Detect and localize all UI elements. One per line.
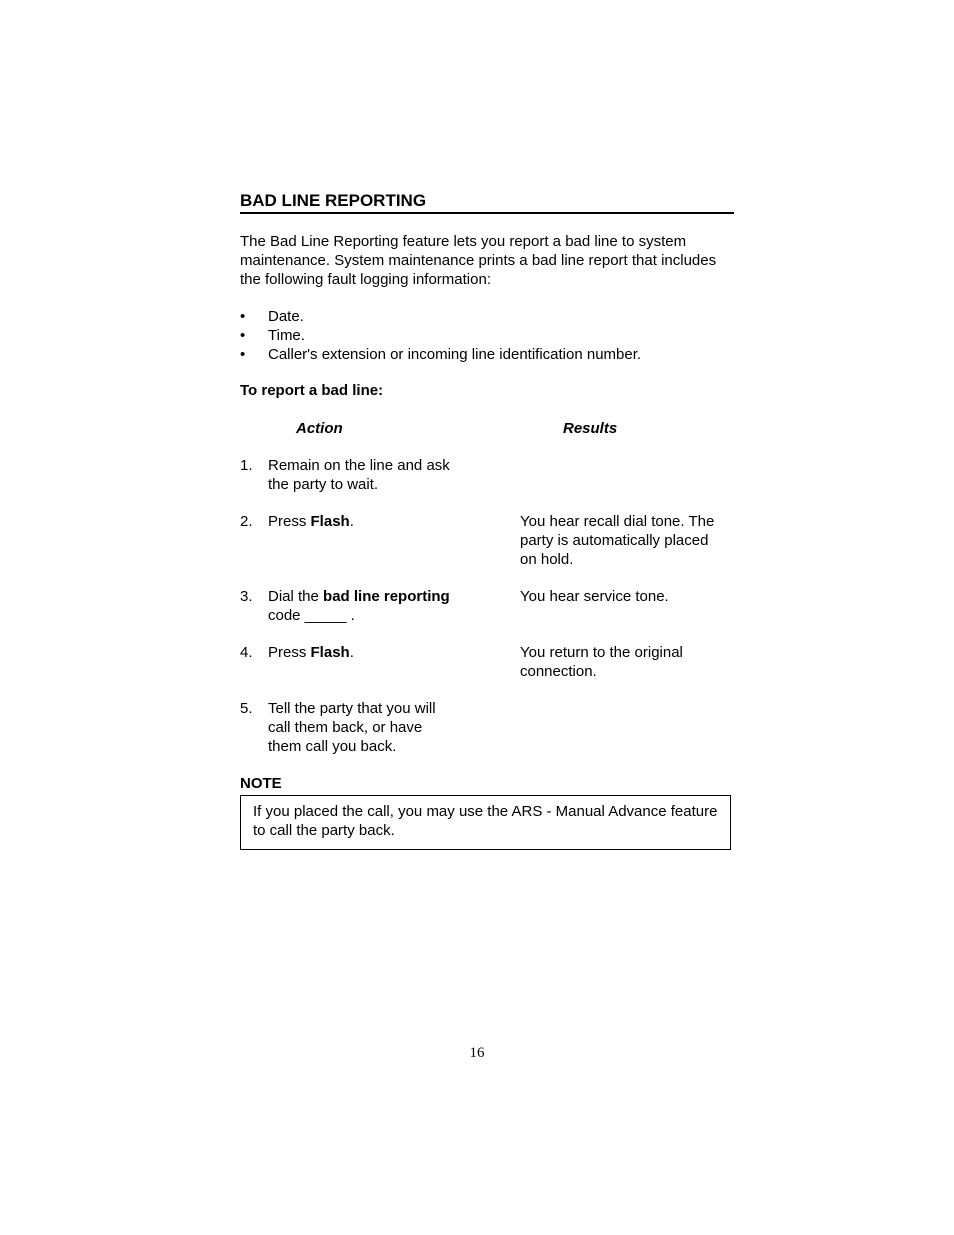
step-text-post: .	[349, 513, 354, 530]
note-label: NOTE	[240, 775, 282, 792]
step-text	[268, 587, 468, 625]
step-number: 3.	[240, 588, 253, 605]
section-title: BAD LINE REPORTING	[240, 191, 734, 214]
step-text	[268, 456, 463, 494]
step-result: You return to the original connection.	[520, 644, 683, 680]
step-text-post: code _____ .	[268, 607, 355, 624]
list-item	[240, 307, 641, 326]
note-box	[240, 795, 731, 850]
list-item-text: Caller's extension or incoming line identification number.	[268, 346, 642, 363]
step-result: You hear recall dial tone. The party is automatically placed on hold.	[520, 513, 715, 568]
list-item	[240, 345, 641, 364]
step-number: 1.	[240, 457, 253, 474]
step-key-name: Flash	[310, 644, 350, 661]
step-action	[240, 512, 480, 531]
intro-paragraph: The Bad Line Reporting feature lets you report a bad line to system maintenance. System maintenance prints a bad line report that includes the following fault logging information:	[240, 233, 717, 288]
list-item-text: Date.	[268, 308, 304, 325]
list-item	[240, 326, 641, 345]
list-item-text: Time.	[268, 327, 305, 344]
results-column-header: Results	[563, 420, 618, 437]
bullet-icon: •	[240, 327, 246, 344]
step-feature-code-name: bad line reporting	[323, 588, 450, 605]
step-text-post: .	[349, 644, 354, 661]
procedure-heading: To report a bad line:	[240, 382, 384, 399]
step-number: 4.	[240, 644, 253, 661]
action-column-header: Action	[296, 420, 343, 437]
page-number: 16	[469, 1045, 485, 1061]
step-text-pre: Remain on the line and ask the party to wait.	[268, 457, 450, 493]
step-number: 5.	[240, 700, 253, 717]
fault-info-list	[240, 307, 641, 364]
step-action	[240, 456, 480, 494]
note-text: If you placed the call, you may use the ARS - Manual Advance feature to call the party back.	[253, 803, 718, 839]
step-number: 2.	[240, 513, 253, 530]
step-result: You hear service tone.	[520, 588, 669, 605]
step-action	[240, 699, 480, 756]
step-text-pre: Dial the	[268, 588, 324, 605]
step-text	[268, 699, 458, 756]
step-key-name: Flash	[310, 513, 350, 530]
step-text	[268, 643, 354, 662]
step-action	[240, 643, 480, 662]
step-action	[240, 587, 480, 625]
step-text	[268, 512, 354, 531]
step-text-pre: Press	[268, 644, 311, 661]
step-text-pre: Tell the party that you will call them back, or have them call you back.	[268, 700, 436, 755]
bullet-icon: •	[240, 346, 246, 363]
step-text-pre: Press	[268, 513, 311, 530]
bullet-icon: •	[240, 308, 246, 325]
